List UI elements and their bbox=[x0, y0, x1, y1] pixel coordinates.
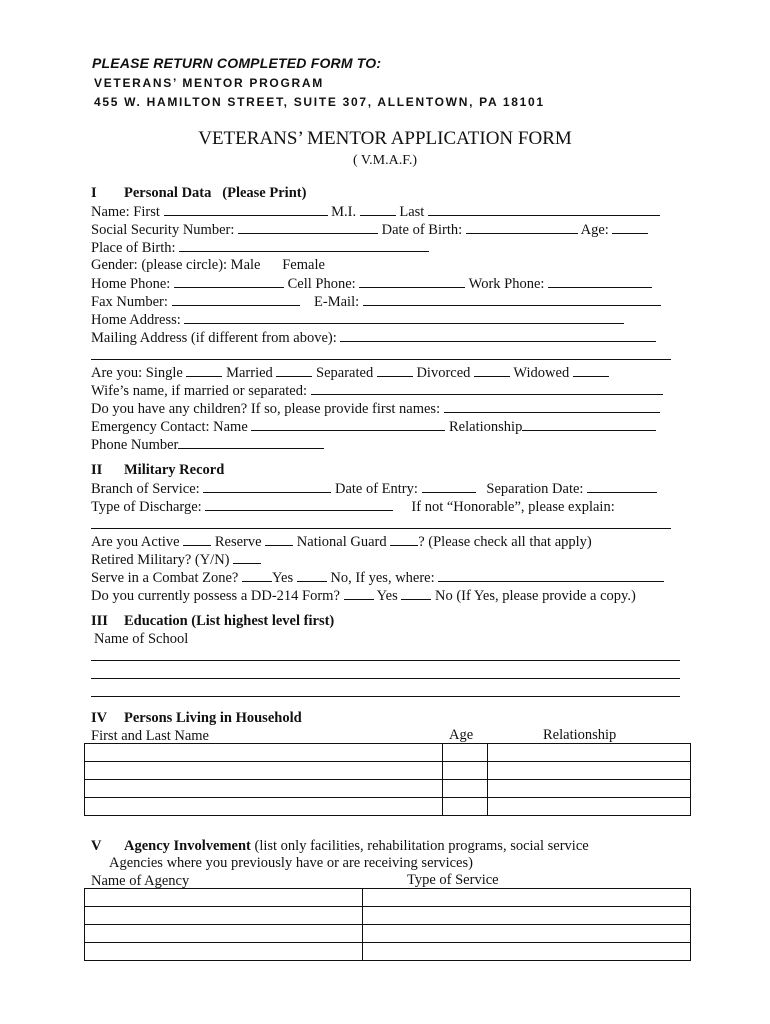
gender-label: Gender: (please circle): Male bbox=[91, 257, 261, 273]
home-phone-field[interactable] bbox=[174, 274, 284, 288]
section-5-heading bbox=[91, 837, 710, 855]
school-line-1[interactable] bbox=[91, 660, 680, 661]
relationship-cell[interactable] bbox=[488, 780, 691, 798]
section-number: IV bbox=[91, 710, 108, 726]
name-cell[interactable] bbox=[85, 744, 443, 762]
school-label: Name of School bbox=[94, 631, 189, 647]
combat-no-field[interactable] bbox=[297, 568, 327, 582]
agency-cell[interactable] bbox=[85, 925, 363, 943]
national-guard-field[interactable] bbox=[390, 532, 418, 546]
branch-label: Branch of Service: bbox=[91, 481, 200, 497]
home-address-label: Home Address: bbox=[91, 312, 181, 328]
branch-field[interactable] bbox=[203, 479, 331, 493]
combat-where-label: No, If yes, where: bbox=[330, 570, 435, 586]
widowed-label: Widowed bbox=[513, 365, 570, 381]
separation-date-label: Separation Date: bbox=[486, 481, 584, 497]
retired-row bbox=[91, 550, 710, 569]
household-table bbox=[84, 743, 691, 816]
school-line-3[interactable] bbox=[91, 696, 680, 697]
dd214-no-field[interactable] bbox=[401, 586, 431, 600]
dd214-yes-field[interactable] bbox=[344, 586, 374, 600]
pob-label: Place of Birth: bbox=[91, 240, 176, 256]
work-phone-field[interactable] bbox=[548, 274, 652, 288]
emergency-row bbox=[91, 417, 710, 436]
retired-label: Retired Military? (Y/N) bbox=[91, 552, 230, 568]
single-label: Are you: Single bbox=[91, 365, 183, 381]
school-line-2[interactable] bbox=[91, 678, 680, 679]
table-row bbox=[85, 907, 691, 925]
section-title: Personal Data bbox=[124, 185, 212, 201]
relationship-label: Relationship bbox=[449, 419, 523, 435]
last-name-field[interactable] bbox=[428, 202, 660, 216]
discharge-explain-line[interactable] bbox=[91, 528, 671, 529]
date-entry-label: Date of Entry: bbox=[334, 481, 418, 497]
home-phone-label: Home Phone: bbox=[91, 276, 171, 292]
mailing-address-field[interactable] bbox=[340, 328, 656, 342]
age-cell[interactable] bbox=[443, 762, 488, 780]
phone-number-field[interactable] bbox=[178, 435, 324, 449]
relationship-cell[interactable] bbox=[488, 744, 691, 762]
married-label: Married bbox=[226, 365, 273, 381]
date-entry-field[interactable] bbox=[422, 479, 476, 493]
name-cell[interactable] bbox=[85, 798, 443, 816]
fax-row bbox=[91, 292, 710, 311]
combat-yes-label: Yes bbox=[272, 570, 294, 586]
name-cell[interactable] bbox=[85, 780, 443, 798]
agency-cell[interactable] bbox=[85, 907, 363, 925]
service-cell[interactable] bbox=[363, 943, 691, 961]
status-row bbox=[91, 532, 710, 551]
cell-phone-field[interactable] bbox=[359, 274, 465, 288]
national-guard-label: National Guard bbox=[296, 534, 387, 550]
last-name-label: Last bbox=[399, 204, 425, 220]
branch-row bbox=[91, 479, 710, 498]
col-relationship-header: Relationship bbox=[543, 727, 617, 743]
section-2-heading bbox=[91, 461, 710, 479]
wife-row bbox=[91, 381, 710, 400]
dob-label: Date of Birth: bbox=[381, 222, 463, 238]
col-name-header: First and Last Name bbox=[91, 728, 209, 744]
emergency-name-label: Emergency Contact: Name bbox=[91, 419, 248, 435]
section-title: Education (List highest level first) bbox=[124, 613, 335, 629]
combat-yes-field[interactable] bbox=[242, 568, 272, 582]
wife-name-label: Wife’s name, if married or separated: bbox=[91, 383, 308, 399]
section-title: Agency Involvement bbox=[124, 838, 251, 854]
home-address-row bbox=[91, 310, 710, 329]
relationship-field[interactable] bbox=[522, 417, 656, 431]
table-row bbox=[85, 925, 691, 943]
section-note: (list only facilities, rehabilitation programs, social service bbox=[254, 838, 589, 854]
dd214-label: Do you currently possess a DD-214 Form? bbox=[91, 588, 340, 604]
first-name-field[interactable] bbox=[164, 202, 328, 216]
form-title: VETERANS’ MENTOR APPLICATION FORM bbox=[198, 128, 572, 149]
active-field[interactable] bbox=[183, 532, 211, 546]
fax-label: Fax Number: bbox=[91, 294, 168, 310]
phone-number-label: Phone Number bbox=[91, 437, 179, 453]
agency-cell[interactable] bbox=[85, 943, 363, 961]
ssn-label: Social Security Number: bbox=[91, 222, 235, 238]
retired-field[interactable] bbox=[233, 550, 261, 564]
col-service-header: Type of Service bbox=[407, 872, 499, 888]
table-row bbox=[85, 889, 691, 907]
active-label: Are you Active bbox=[91, 534, 180, 550]
section-3-heading bbox=[91, 612, 710, 630]
agency-cell[interactable] bbox=[85, 889, 363, 907]
service-cell[interactable] bbox=[363, 907, 691, 925]
reserve-label: Reserve bbox=[214, 534, 262, 550]
ssn-field[interactable] bbox=[238, 220, 378, 234]
dd214-row bbox=[91, 586, 710, 605]
discharge-row bbox=[91, 497, 710, 516]
section-number: II bbox=[91, 462, 103, 478]
separation-date-field[interactable] bbox=[587, 479, 657, 493]
first-name-label: Name: First bbox=[91, 204, 160, 220]
agency-table bbox=[84, 888, 691, 961]
emergency-name-field[interactable] bbox=[251, 417, 445, 431]
return-instruction: PLEASE RETURN COMPLETED FORM TO: bbox=[92, 55, 382, 71]
fax-field[interactable] bbox=[172, 292, 300, 306]
dd214-yes-label: Yes bbox=[376, 588, 398, 604]
discharge-label: Type of Discharge: bbox=[91, 499, 202, 515]
gender-row bbox=[91, 256, 710, 274]
section-1-heading bbox=[91, 184, 710, 202]
combat-label: Serve in a Combat Zone? bbox=[91, 570, 239, 586]
dob-field[interactable] bbox=[466, 220, 578, 234]
combat-row bbox=[91, 568, 710, 587]
cell-phone-label: Cell Phone: bbox=[287, 276, 356, 292]
table-row bbox=[85, 943, 691, 961]
discharge-field[interactable] bbox=[205, 497, 393, 511]
middle-initial-field[interactable] bbox=[360, 202, 396, 216]
married-field[interactable] bbox=[276, 363, 312, 377]
table-row bbox=[85, 762, 691, 780]
email-field[interactable] bbox=[363, 292, 661, 306]
pob-row bbox=[91, 238, 710, 257]
middle-initial-label: M.I. bbox=[331, 204, 357, 220]
section-5-note-2: Agencies where you previously have or are receiving services) bbox=[109, 855, 473, 871]
combat-where-field[interactable] bbox=[438, 568, 664, 582]
separated-field[interactable] bbox=[377, 363, 413, 377]
age-field[interactable] bbox=[612, 220, 648, 234]
marital-row bbox=[91, 363, 710, 382]
section-title: Persons Living in Household bbox=[124, 710, 302, 726]
check-all-note: ? (Please check all that apply) bbox=[418, 534, 592, 550]
children-row bbox=[91, 399, 710, 418]
form-subtitle: ( V.M.A.F.) bbox=[352, 153, 418, 168]
mailing-address-label: Mailing Address (if different from above): bbox=[91, 330, 337, 346]
relationship-cell[interactable] bbox=[488, 798, 691, 816]
dd214-no-label: No (If Yes, please provide a copy.) bbox=[434, 588, 636, 604]
section-4-heading bbox=[91, 709, 710, 727]
section-number: I bbox=[91, 185, 97, 201]
name-cell[interactable] bbox=[85, 762, 443, 780]
table-row bbox=[85, 798, 691, 816]
section-note: (Please Print) bbox=[222, 185, 307, 201]
section-number: V bbox=[91, 838, 102, 854]
name-row bbox=[91, 202, 710, 221]
program-address: 455 W. HAMILTON STREET, SUITE 307, ALLENTOWN, PA 18101 bbox=[94, 95, 545, 109]
children-label: Do you have any children? If so, please provide first names: bbox=[91, 401, 441, 417]
divorced-label: Divorced bbox=[416, 365, 471, 381]
program-name: VETERANS’ MENTOR PROGRAM bbox=[94, 76, 324, 90]
wife-name-field[interactable] bbox=[311, 381, 663, 395]
age-cell[interactable] bbox=[443, 744, 488, 762]
female-option[interactable]: Female bbox=[282, 257, 325, 273]
table-row bbox=[85, 744, 691, 762]
home-address-field[interactable] bbox=[184, 310, 624, 324]
relationship-cell[interactable] bbox=[488, 762, 691, 780]
emergency-phone-row bbox=[91, 435, 710, 454]
col-age-header: Age bbox=[449, 727, 474, 743]
section-number: III bbox=[91, 613, 108, 629]
mailing-address-row bbox=[91, 328, 710, 347]
pob-field[interactable] bbox=[179, 238, 429, 252]
work-phone-label: Work Phone: bbox=[468, 276, 545, 292]
children-field[interactable] bbox=[444, 399, 660, 413]
divorced-field[interactable] bbox=[474, 363, 510, 377]
separated-label: Separated bbox=[316, 365, 374, 381]
age-cell[interactable] bbox=[443, 798, 488, 816]
service-cell[interactable] bbox=[363, 889, 691, 907]
age-cell[interactable] bbox=[443, 780, 488, 798]
mailing-address-line-2[interactable] bbox=[91, 359, 671, 360]
ssn-row bbox=[91, 220, 710, 239]
email-label: E-Mail: bbox=[314, 294, 360, 310]
single-field[interactable] bbox=[186, 363, 222, 377]
if-not-honorable-label: If not “Honorable”, please explain: bbox=[411, 499, 615, 515]
widowed-field[interactable] bbox=[573, 363, 609, 377]
phone-row bbox=[91, 274, 710, 293]
reserve-field[interactable] bbox=[265, 532, 293, 546]
age-label: Age: bbox=[580, 222, 609, 238]
section-title: Military Record bbox=[124, 462, 225, 478]
table-row bbox=[85, 780, 691, 798]
col-agency-header: Name of Agency bbox=[91, 873, 190, 889]
service-cell[interactable] bbox=[363, 925, 691, 943]
